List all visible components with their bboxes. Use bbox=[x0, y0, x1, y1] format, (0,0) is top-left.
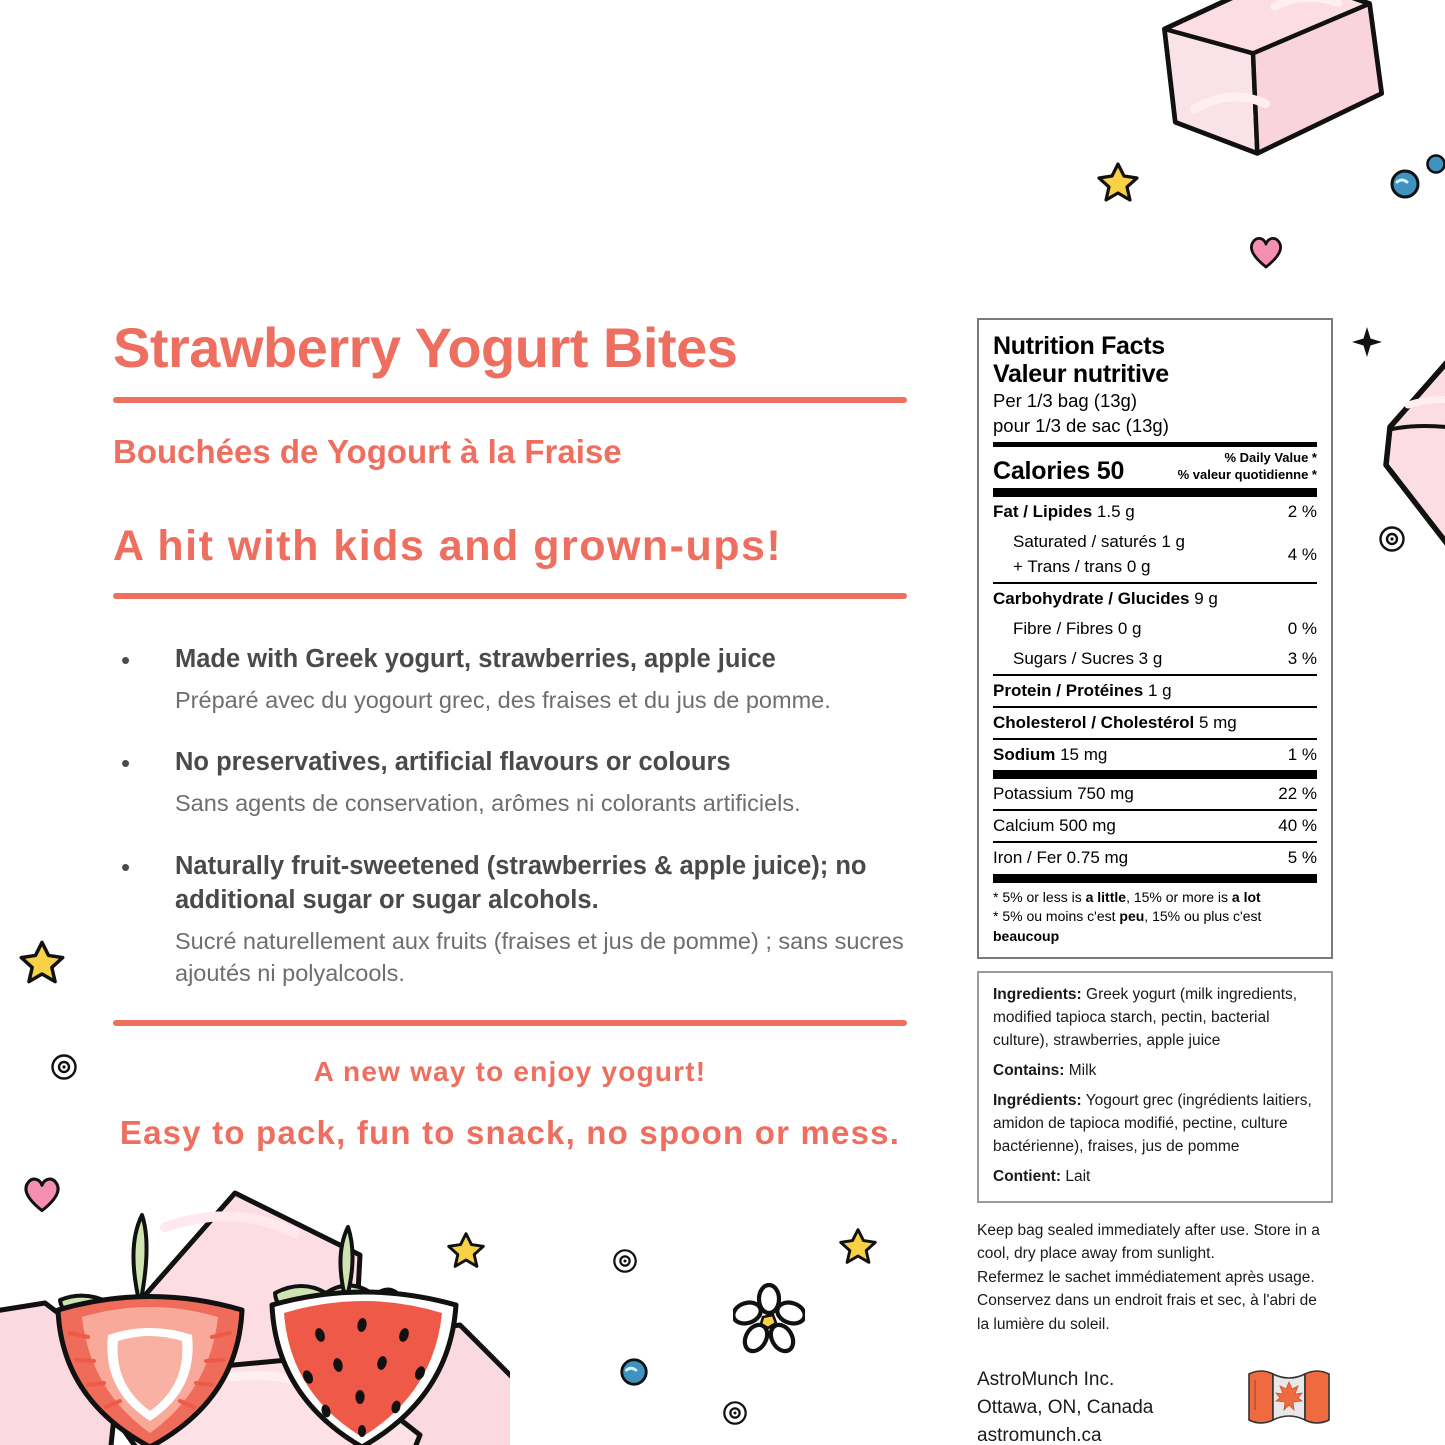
feature-text-en: Made with Greek yogurt, strawberries, apple juice bbox=[175, 644, 776, 673]
protein-label: Protein / Protéines bbox=[993, 681, 1144, 700]
fibre-percent: 0 % bbox=[1287, 618, 1317, 638]
footer-taglines bbox=[113, 1056, 907, 1152]
storage-instructions bbox=[977, 1219, 1327, 1337]
potassium-label: Potassium 750 mg bbox=[993, 784, 1134, 804]
table-row-saturated bbox=[993, 527, 1317, 581]
storage-fr: Refermez le sachet immédiatement après usage. Conservez dans un endroit frais et sec, à l'abri de la lumière du soleil. bbox=[977, 1268, 1317, 1333]
table-row-carbohydrate bbox=[993, 584, 1317, 614]
divider-rule-1 bbox=[113, 397, 907, 403]
page-title: Strawberry Yogurt Bites bbox=[113, 316, 738, 379]
potassium-percent: 22 % bbox=[1278, 784, 1317, 804]
ingredients-panel bbox=[977, 971, 1333, 1203]
bubble-icon bbox=[1388, 167, 1422, 201]
table-row-calcium bbox=[993, 811, 1317, 841]
calories-row bbox=[993, 447, 1317, 488]
tagline-secondary: A new way to enjoy yogurt! bbox=[313, 1056, 707, 1088]
ingredients-fr: Ingrédients: Yogourt grec (ingrédients laitiers, amidon de tapioca modifié, pectine, culture bactérienne), fraises, jus de pomme bbox=[993, 1091, 1312, 1155]
strawberry-scene-illustration bbox=[0, 1185, 510, 1445]
feature-text-en: Naturally fruit-sweetened (strawberries & apple juice); no additional sugar or sugar alcohols. bbox=[175, 852, 867, 915]
calcium-percent: 40 % bbox=[1278, 816, 1317, 836]
nutrition-title-fr: Valeur nutritive bbox=[993, 360, 1169, 388]
iron-label: Iron / Fer 0.75 mg bbox=[993, 848, 1129, 868]
fibre-label: Fibre / Fibres 0 g bbox=[1013, 618, 1142, 638]
sodium-percent: 1 % bbox=[1287, 745, 1317, 765]
feature-text-fr: Préparé avec du yogourt grec, des fraises et du jus de pomme. bbox=[175, 686, 831, 713]
yogurt-cube-illustration bbox=[1120, 0, 1420, 190]
star-icon-bottom-right bbox=[838, 1226, 878, 1266]
divider-rule-3 bbox=[113, 1020, 907, 1026]
calcium-label: Calcium 500 mg bbox=[993, 816, 1116, 836]
target-circle-icon-bottom2 bbox=[722, 1400, 748, 1426]
tagline-primary: A hit with kids and grown-ups! bbox=[113, 522, 783, 571]
trans-label: + Trans / trans 0 g bbox=[1013, 556, 1151, 576]
serving-size-en: Per 1/3 bag (13g) bbox=[993, 390, 1137, 411]
table-row-fat bbox=[993, 497, 1317, 527]
list-item bbox=[113, 643, 913, 717]
daily-value-header bbox=[1178, 450, 1317, 486]
flower-icon bbox=[733, 1283, 805, 1355]
sugars-percent: 3 % bbox=[1287, 648, 1317, 668]
nutrition-facts-panel bbox=[977, 318, 1333, 959]
list-item bbox=[113, 850, 913, 990]
table-row-potassium bbox=[993, 779, 1317, 809]
contains-en: Contains: Milk bbox=[993, 1062, 1097, 1079]
sodium-label: Sodium bbox=[993, 745, 1056, 765]
bullet-marker-icon: • bbox=[121, 852, 131, 883]
marketing-column bbox=[113, 318, 913, 1152]
star-icon-left bbox=[18, 938, 66, 986]
iron-percent: 5 % bbox=[1287, 848, 1317, 868]
sugars-label: Sugars / Sucres 3 g bbox=[1013, 648, 1163, 668]
company-website[interactable]: astromunch.ca bbox=[977, 1424, 1102, 1445]
daily-value-fr: % valeur quotidienne * bbox=[1177, 466, 1317, 482]
canada-flag-icon bbox=[1245, 1366, 1333, 1428]
footnote-en: * 5% or less is a little, 15% or more is a lot bbox=[993, 888, 1261, 905]
nutrition-divider-fat bbox=[993, 488, 1317, 497]
target-circle-icon-left bbox=[50, 1053, 78, 1081]
info-column bbox=[977, 318, 1333, 1445]
saturated-label: Saturated / saturés 1 g bbox=[1013, 532, 1185, 552]
bubble-small-icon bbox=[1424, 152, 1445, 176]
storage-en: Keep bag sealed immediately after use. Store in a cool, dry place away from sunlight. bbox=[977, 1221, 1320, 1263]
tagline-tertiary: Easy to pack, fun to snack, no spoon or mess. bbox=[119, 1114, 901, 1152]
table-row-protein bbox=[993, 676, 1317, 706]
heart-icon-left bbox=[20, 1172, 64, 1214]
company-name: AstroMunch Inc. bbox=[977, 1369, 1115, 1391]
calories-value: Calories 50 bbox=[993, 457, 1125, 486]
target-circle-icon bbox=[1378, 525, 1406, 553]
fat-percent: 2 % bbox=[1287, 502, 1317, 522]
sparkle-icon bbox=[1350, 325, 1384, 359]
heart-icon bbox=[1246, 232, 1286, 270]
table-row-sugars bbox=[993, 644, 1317, 674]
cholesterol-label: Cholesterol / Cholestérol bbox=[993, 713, 1195, 733]
star-icon bbox=[1096, 160, 1140, 204]
nutrition-divider-fat3 bbox=[993, 874, 1317, 883]
divider-rule-2 bbox=[113, 593, 907, 599]
feature-text-fr: Sans agents de conservation, arômes ni colorants artificiels. bbox=[175, 790, 801, 817]
ingredients-en: Ingredients: Greek yogurt (milk ingredients, modified tapioca starch, pectin, bacterial culture), strawberries, apple juice bbox=[993, 986, 1298, 1050]
feature-text-en: No preservatives, artificial flavours or colours bbox=[175, 748, 731, 777]
saturated-percent: 4 % bbox=[1287, 544, 1317, 564]
daily-value-en: % Daily Value * bbox=[1224, 450, 1317, 466]
list-item bbox=[113, 746, 913, 820]
nutrition-footnote bbox=[993, 883, 1317, 948]
protein-value: 1 g bbox=[1147, 681, 1172, 700]
bullet-marker-icon: • bbox=[121, 748, 131, 779]
table-row-sodium bbox=[993, 740, 1317, 770]
fat-label: Fat / Lipides bbox=[993, 502, 1093, 522]
company-info bbox=[977, 1366, 1333, 1445]
carb-label: Carbohydrate / Glucides bbox=[993, 588, 1190, 608]
cholesterol-value: 5 mg bbox=[1198, 713, 1237, 733]
bullet-marker-icon: • bbox=[121, 644, 131, 675]
feature-text-fr: Sucré naturellement aux fruits (fraises et jus de pomme) ; sans sucres ajoutés ni polyalcools. bbox=[175, 928, 904, 987]
table-row-iron bbox=[993, 843, 1317, 873]
company-address bbox=[977, 1366, 1153, 1445]
star-icon-bottom bbox=[446, 1230, 486, 1270]
contains-fr: Contient: Lait bbox=[993, 1167, 1091, 1185]
footnote-fr: * 5% ou moins c'est peu, 15% ou plus c'est beaucoup bbox=[993, 908, 1262, 945]
fat-value: 1.5 g bbox=[1096, 502, 1135, 522]
bubble-icon-bottom bbox=[618, 1356, 650, 1388]
feature-list bbox=[113, 643, 913, 990]
table-row-fibre bbox=[993, 614, 1317, 644]
sodium-value: 15 mg bbox=[1060, 745, 1108, 765]
company-location: Ottawa, ON, Canada bbox=[977, 1396, 1154, 1418]
nutrition-title-en: Nutrition Facts bbox=[993, 332, 1165, 360]
carb-value: 9 g bbox=[1194, 588, 1218, 608]
serving-size-fr: pour 1/3 de sac (13g) bbox=[993, 414, 1169, 436]
yogurt-cube-edge-illustration bbox=[1378, 345, 1445, 565]
nutrition-divider-fat2 bbox=[993, 770, 1317, 779]
page-title-french: Bouchées de Yogourt à la Fraise bbox=[113, 433, 622, 471]
target-circle-icon-bottom bbox=[612, 1248, 638, 1274]
table-row-cholesterol bbox=[993, 708, 1317, 738]
